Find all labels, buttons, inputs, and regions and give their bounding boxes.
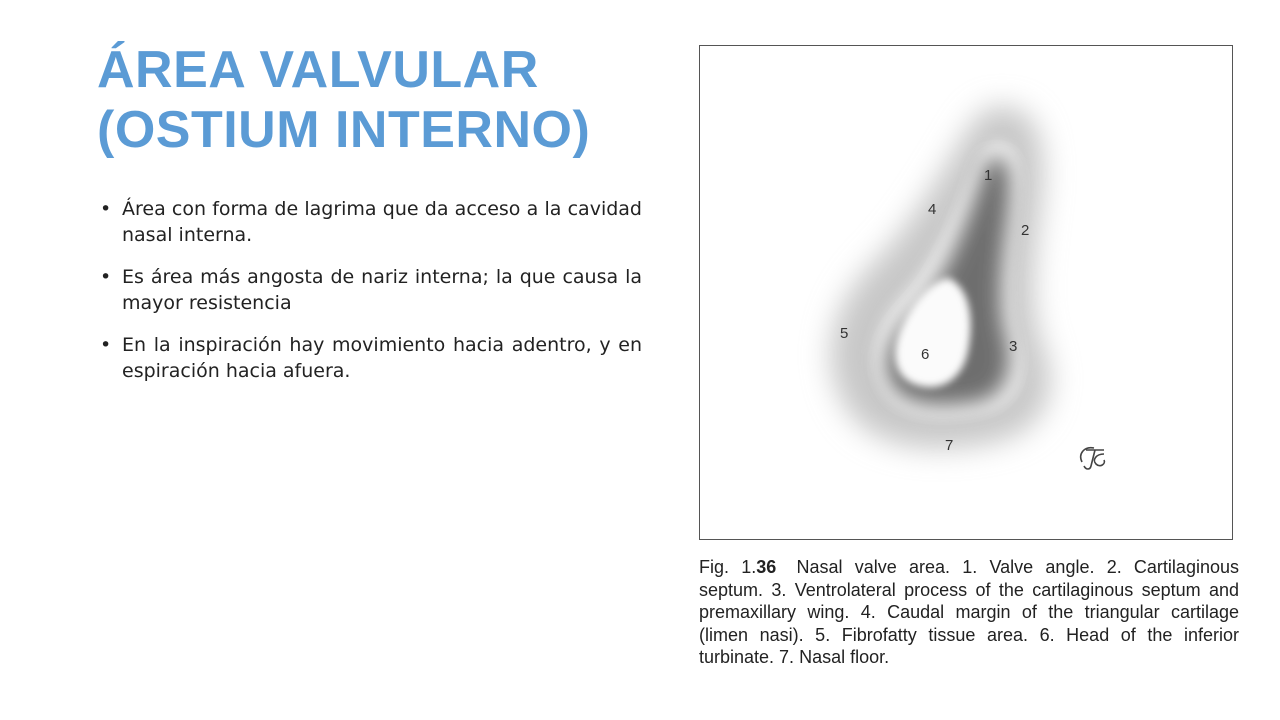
bullet-list bbox=[100, 196, 642, 400]
bullet-icon: • bbox=[100, 266, 112, 288]
caption-text: Nasal valve area. 1. Valve angle. 2. Cartilaginous septum. 3. Ventrolateral process of the cartilaginous septum and premaxillary wing. 4. Caudal margin of the triangular cartilage (limen nasi). 5. Fibrofatty tissue area. 6. Head of the inferior turbinate. 7. Nasal floor. bbox=[699, 557, 1239, 667]
bullet-text: Área con forma de lagrima que da acceso a la cavidad nasal interna. bbox=[122, 198, 642, 246]
figure-label-2: 2 bbox=[1021, 222, 1030, 239]
figure-label-3: 3 bbox=[1009, 338, 1018, 355]
figure-label-1: 1 bbox=[984, 167, 993, 184]
slide-title-line-1: ÁREA VALVULAR bbox=[97, 41, 539, 99]
caption-number: 36 bbox=[756, 557, 777, 577]
figure-label-4: 4 bbox=[928, 201, 937, 218]
slide-title bbox=[97, 40, 677, 160]
bullet-item bbox=[100, 332, 642, 384]
bullet-icon: • bbox=[100, 198, 112, 220]
bullet-text: En la inspiración hay movimiento hacia adentro, y en espiración hacia afuera. bbox=[122, 334, 642, 382]
bullet-item bbox=[100, 196, 642, 248]
caption-prefix: Fig. 1. bbox=[699, 557, 757, 577]
bullet-item bbox=[100, 264, 642, 316]
figure-caption bbox=[699, 556, 1239, 669]
figure-label-6: 6 bbox=[921, 346, 930, 363]
nasal-valve-illustration bbox=[700, 46, 1234, 541]
figure-label-7: 7 bbox=[945, 437, 954, 454]
artist-monogram-icon bbox=[1081, 448, 1105, 469]
bullet-text: Es área más angosta de nariz interna; la que causa la mayor resistencia bbox=[122, 266, 642, 314]
figure-label-5: 5 bbox=[840, 325, 849, 342]
nasal-valve-figure bbox=[699, 45, 1233, 540]
bullet-icon: • bbox=[100, 334, 112, 356]
slide-title-line-2: (OSTIUM INTERNO) bbox=[97, 101, 591, 159]
